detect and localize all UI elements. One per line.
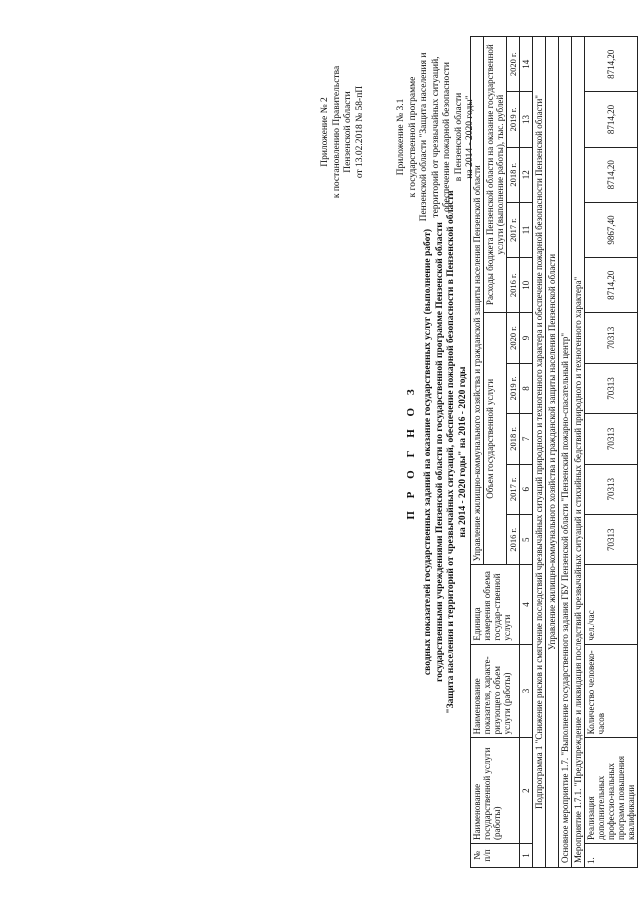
appendix-3-1-line: территорий от чрезвычайных ситуаций,: [430, 56, 441, 218]
column-number: 11: [520, 202, 533, 257]
agency-title: Управление жилищно-коммунального хозяйства и гражданской защиты населения Пензенской области: [546, 37, 559, 868]
appendix-2-line: Пензенской области: [343, 91, 353, 173]
appendix-3-1-line: в Пензенской области: [453, 92, 464, 182]
subprogram-row: [533, 37, 546, 868]
column-number: 3: [520, 644, 533, 738]
volume-2017: 70313: [585, 464, 638, 514]
column-number: 9: [520, 313, 533, 363]
year-header: 2017 г.: [507, 464, 520, 514]
year-header: 2016 г.: [507, 258, 520, 313]
year-header: 2020 г.: [507, 37, 520, 92]
appendix-2-line: к постановлению Правительства: [331, 65, 342, 199]
volume-2019: 70313: [585, 363, 638, 413]
column-number: 14: [520, 37, 533, 92]
agency-row: [546, 37, 559, 868]
header-row: [471, 37, 484, 868]
volume-2020: 70313: [585, 313, 638, 363]
column-number: 8: [520, 363, 533, 413]
appendix-2-header: [320, 42, 366, 222]
main-event-row: [559, 37, 572, 868]
expenses-2018: 8714,20: [585, 147, 638, 202]
appendix-3-1-line: на 2014 - 2020 годы": [465, 95, 475, 179]
expenses-2016: 8714,20: [585, 258, 638, 313]
document-subtitle-line: сводных показателей государственных заданий на оказание государственных услуг (выполнение работ): [423, 228, 433, 676]
year-header: 2018 г.: [507, 414, 520, 464]
row-indicator: Количество человеко-часов: [585, 644, 638, 738]
header-service-name: Наименование государственной услуги (работы): [471, 738, 520, 844]
event-title: Мероприятие 1.7.1. "Предупреждение и ликвидация последствий чрезвычайных ситуаций и стихийных бедствий природного и техногенного характера": [572, 37, 585, 868]
appendix-3-1-line: Пензенской области "Защита населения и: [419, 52, 429, 222]
year-header: 2020 г.: [507, 313, 520, 363]
column-number: 10: [520, 258, 533, 313]
expenses-2020: 8714,20: [585, 37, 638, 92]
row-number: 1.: [585, 843, 638, 867]
header-volume: Объем государственной услуги: [484, 313, 507, 565]
appendix-2-line: Приложение № 2: [320, 97, 330, 167]
row-unit: чел./час: [585, 565, 638, 644]
column-number: 7: [520, 414, 533, 464]
table-row: [585, 37, 638, 868]
header-expenses: Расходы бюджета Пензенской области на оказание государственной услуги (выполнение работы), тыс. рублей: [484, 37, 507, 313]
volume-2016: 70313: [585, 514, 638, 564]
main-event-title: Основное мероприятие 1.7. "Выполнение государственного задания ГБУ Пензенской области "Пензенский пожарно-спасательный центр": [559, 37, 572, 868]
year-header: 2017 г.: [507, 202, 520, 257]
document-subtitle-line: государственными учреждениями Пензенской области по государственной программе Пензенской области: [434, 222, 445, 682]
appendix-3-1-line: Приложение № 3.1: [396, 98, 406, 176]
column-number: 2: [520, 738, 533, 844]
header-number: № п/п: [471, 843, 520, 867]
column-number-row: [520, 37, 533, 868]
year-header: 2019 г.: [507, 363, 520, 413]
document-subtitle-line: на 2014 - 2020 годы" на 2016 - 2020 годы: [457, 366, 468, 538]
column-number: 1: [520, 843, 533, 867]
column-number: 4: [520, 565, 533, 644]
column-number: 6: [520, 464, 533, 514]
rotated-page: [20, 12, 636, 892]
subprogram-title: Подпрограмма 1 "Снижение рисков и смягчение последствий чрезвычайных ситуаций природного и техногенного характера и обеспечение пожарной безопасности Пензенской области": [533, 37, 546, 868]
year-header: 2018 г.: [507, 147, 520, 202]
document-subtitle-line: "Защита населения и территорий от чрезвычайных ситуаций, обеспечение пожарной безопасности в Пензенской области: [446, 190, 456, 714]
column-number: 13: [520, 92, 533, 147]
year-header: 2016 г.: [507, 514, 520, 564]
expenses-2017: 9867,40: [585, 202, 638, 257]
appendix-2-line: от 13.02.2018 № 58-пП: [354, 85, 365, 179]
header-indicator-name: Наименование показателя, характе-ризующего объем услуги (работы): [471, 644, 520, 738]
header-unit: Единица измерения объема государ-ственной услуги: [471, 565, 520, 644]
forecast-table: [470, 36, 638, 868]
row-service: Реализация дополнительных профессио-нальных программ повышения квалификации: [585, 738, 638, 844]
event-row: [572, 37, 585, 868]
column-number: 5: [520, 514, 533, 564]
column-number: 12: [520, 147, 533, 202]
appendix-3-1-line: обеспечение пожарной безопасности: [442, 62, 452, 212]
year-header: 2019 г.: [507, 92, 520, 147]
expenses-2019: 8714,20: [585, 92, 638, 147]
forecast-title-block: [405, 12, 469, 892]
volume-2018: 70313: [585, 414, 638, 464]
document-title: П Р О Г Н О З: [405, 384, 417, 520]
header-agency: Управление жилищно-коммунального хозяйства и гражданской защиты населения Пензенской области: [471, 37, 484, 565]
appendix-3-1-line: к государственной программе: [407, 76, 418, 198]
